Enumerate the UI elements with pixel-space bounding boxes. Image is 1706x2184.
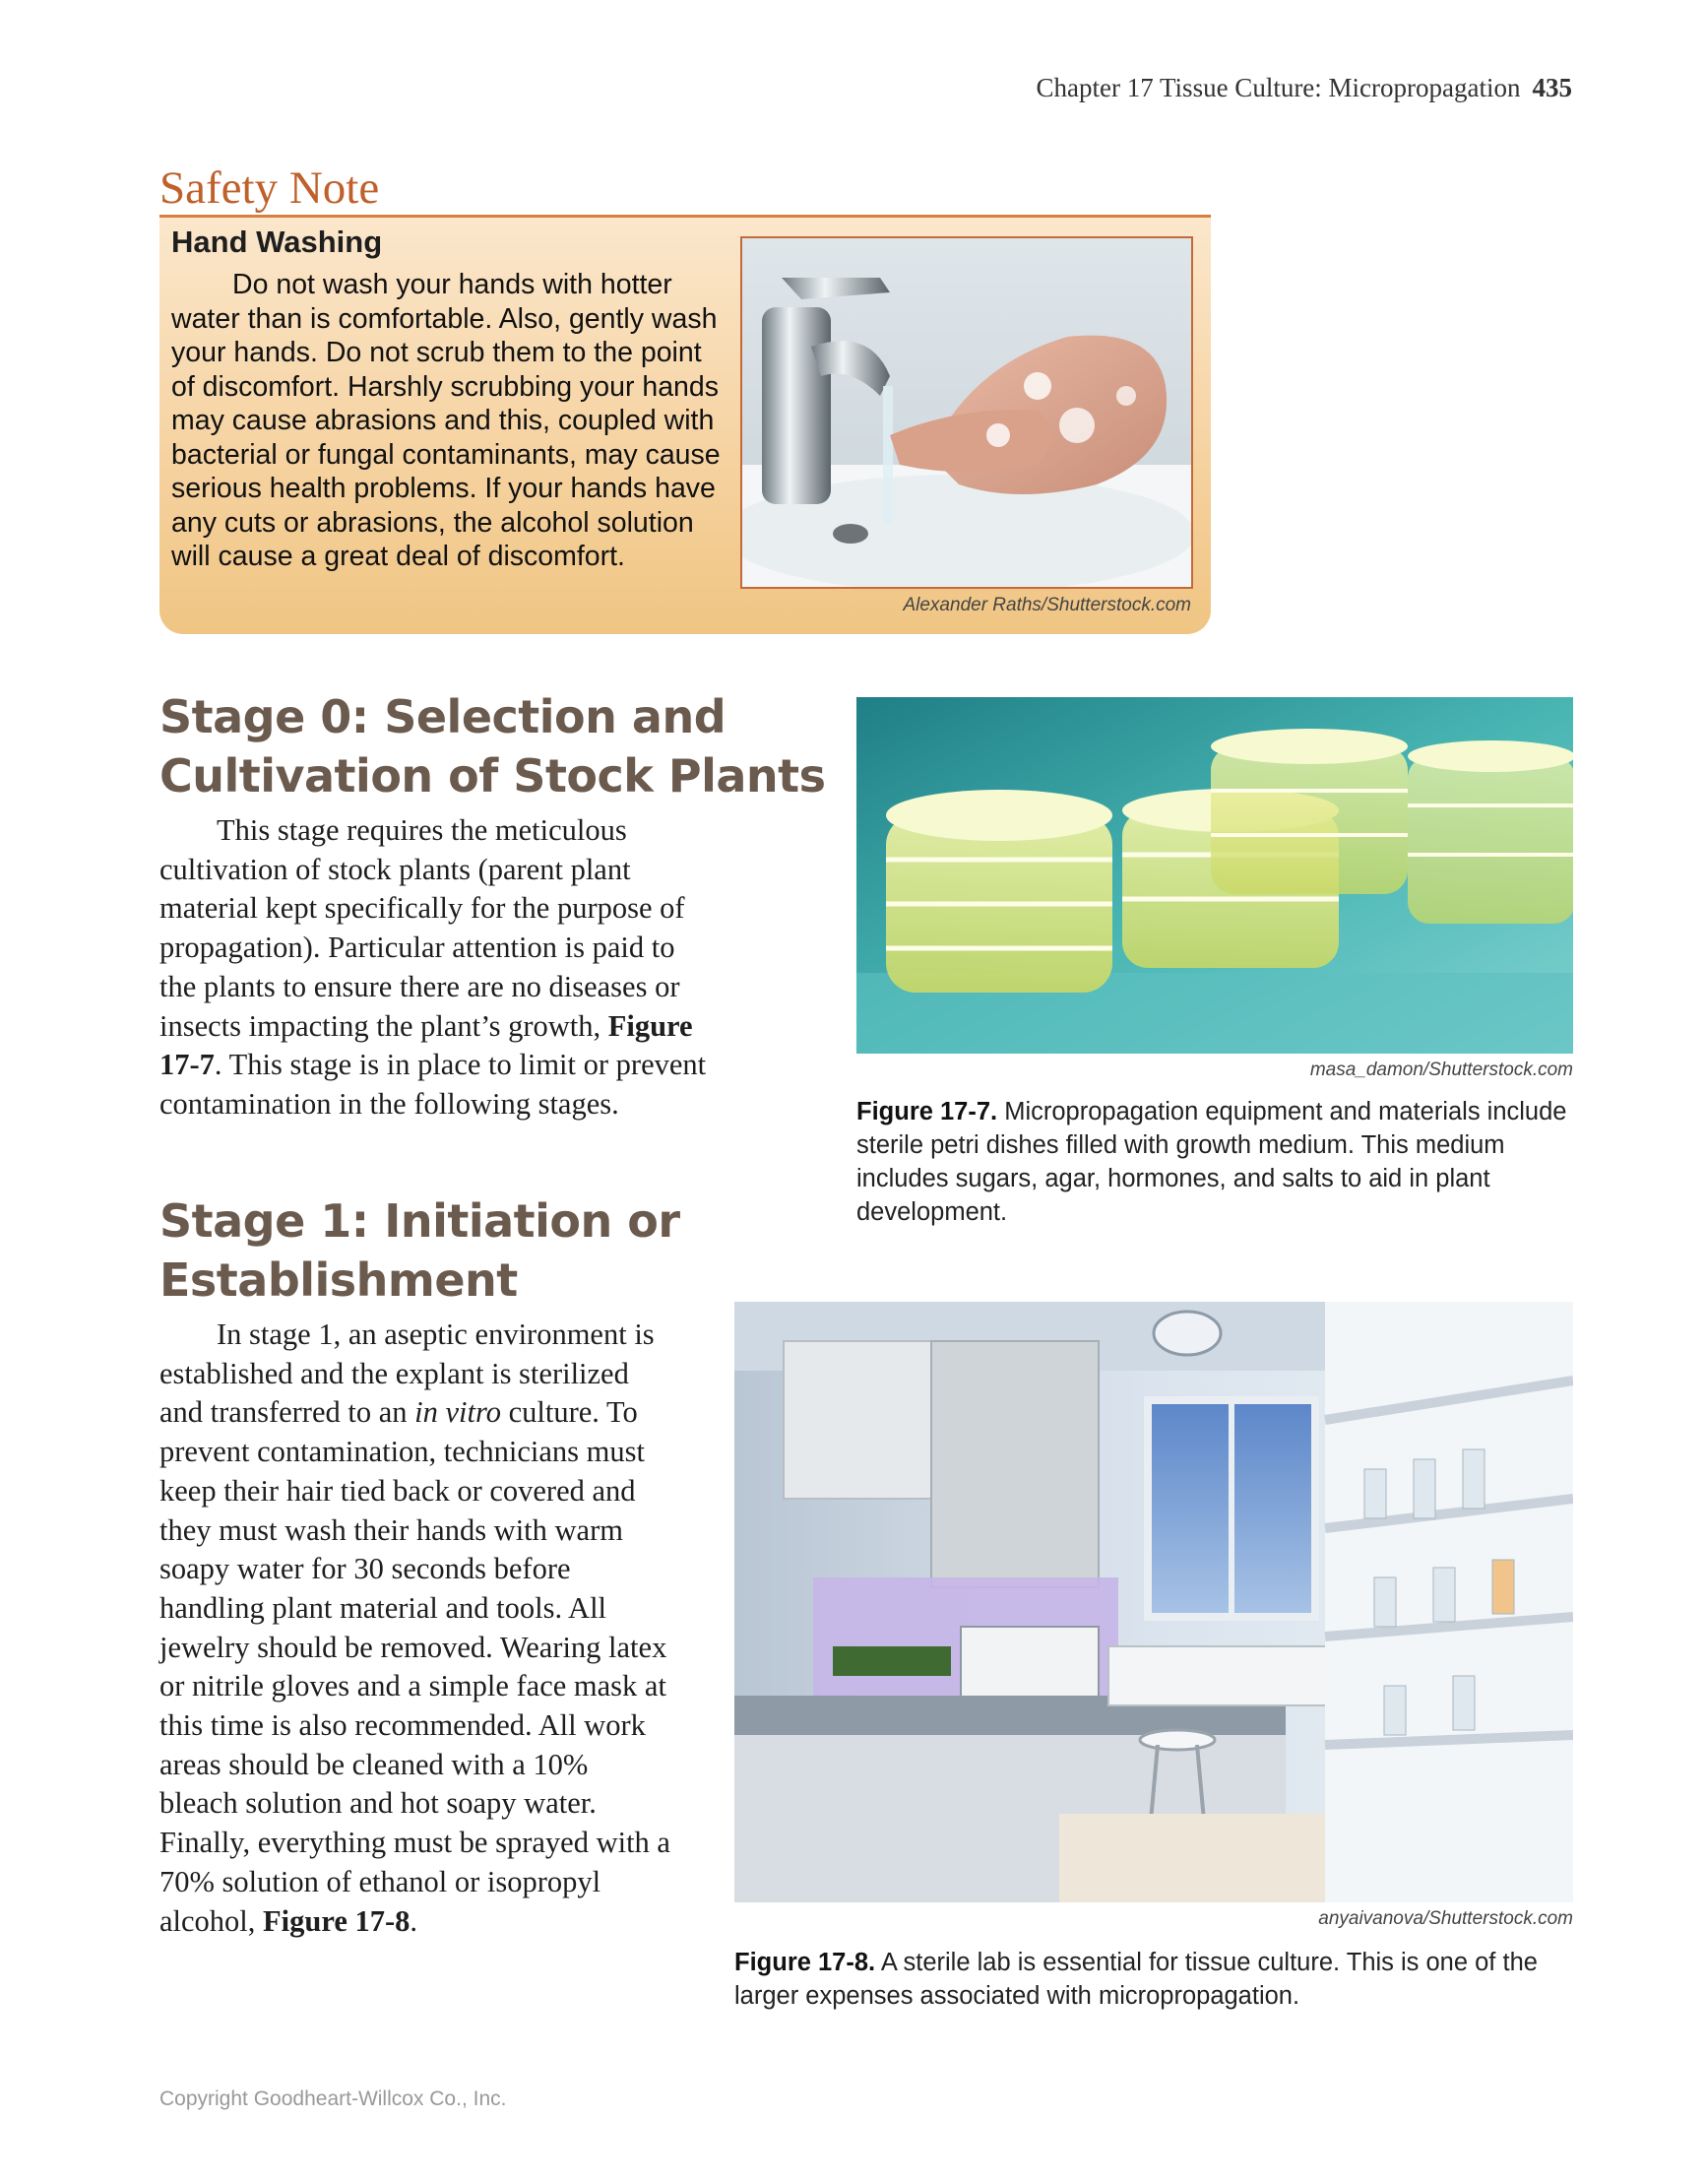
dish-stack-3 bbox=[1211, 729, 1408, 894]
safety-note-text bbox=[171, 268, 723, 574]
in-vitro-term: in vitro bbox=[414, 1395, 501, 1430]
sterile-lab-image bbox=[734, 1302, 1573, 1902]
figure-17-8-credit: anyaivanova/Shutterstock.com bbox=[1318, 1908, 1573, 1929]
stage1-text: In stage 1, an aseptic environment is established and the explant is sterilized and transferred to an bbox=[159, 1317, 655, 1430]
figure-17-8-reference: Figure 17-8 bbox=[263, 1903, 411, 1938]
figure-17-7-label: Figure 17-7. bbox=[856, 1098, 998, 1125]
stage0-body bbox=[159, 811, 717, 1124]
running-header bbox=[1037, 73, 1572, 103]
stage0-text: This stage requires the meticulous cultivation of stock plants (parent plant material kept specifically for the purpose of propagation). Particular attention is paid to the plants to ensure there are no diseases or insects impacting the plant’s growth, bbox=[159, 813, 685, 1043]
figure-17-7-credit: masa_damon/Shutterstock.com bbox=[1309, 1060, 1573, 1080]
figure-17-8-caption bbox=[734, 1946, 1581, 2013]
stage1-text-middle: culture. To prevent contamination, technicians must keep their hair tied back or covered and they must wash their hands with warm soapy water for 30 seconds before handling plant material and tools. All jewelry should be removed. Wearing latex or nitrile gloves and a simple face mask at this time is also recommended. All work areas should be cleaned with a 10% bleach solution and hot soapy water. Finally, everything must be sprayed with a 70% solution of ethanol or isopropyl alcohol, bbox=[159, 1395, 670, 1938]
petri-dishes-image bbox=[856, 697, 1573, 1054]
safety-photo-credit: Alexander Raths/Shutterstock.com bbox=[903, 595, 1191, 615]
safety-note-subtitle: Hand Washing bbox=[171, 225, 383, 259]
stage1-body bbox=[159, 1316, 671, 1941]
stage0-heading-line2: Cultivation of Stock Plants bbox=[159, 749, 826, 803]
safety-note-paragraph: Do not wash your hands with hotter water than is comfortable. Also, gently wash your hands. Do not scrub them to the point of discomfort. Harshly scrubbing your hands may cause abrasions and this, coupled with bacterial or fungal contaminants, may cause serious health problems. If your hands have any cuts or abrasions, the alcohol solution will cause a great deal of discomfort. bbox=[171, 269, 721, 572]
sterile-lab-photo bbox=[734, 1302, 1573, 1902]
stage1-text-end: . bbox=[410, 1903, 418, 1938]
page-number: 435 bbox=[1532, 73, 1572, 102]
figure-17-8-label: Figure 17-8. bbox=[734, 1949, 876, 1976]
lab-shelves bbox=[1325, 1302, 1573, 1902]
figure-17-7-reference: Figure 17-7 bbox=[159, 1008, 693, 1082]
figure-17-7-caption-text: Micropropagation equipment and materials include sterile petri dishes filled with growth medium. This medium includes sugars, agar, hormones, and salts to aid in plant development. bbox=[856, 1098, 1567, 1226]
figure-17-7-caption bbox=[856, 1095, 1575, 1229]
figure-17-8-caption-text: A sterile lab is essential for tissue culture. This is one of the larger expenses associated with micropropagation. bbox=[734, 1949, 1538, 2010]
stage1-heading bbox=[159, 1191, 680, 1310]
hand-washing-photo bbox=[740, 236, 1193, 589]
stage0-heading bbox=[159, 687, 826, 805]
petri-dishes-photo bbox=[856, 697, 1573, 1054]
chapter-title: Chapter 17 Tissue Culture: Micropropagation bbox=[1036, 73, 1521, 102]
hand-washing-image bbox=[742, 238, 1191, 587]
dish-stack-1 bbox=[886, 790, 1112, 993]
stage0-heading-line1: Stage 0: Selection and bbox=[159, 690, 727, 743]
stage1-heading-line1: Stage 1: Initiation or bbox=[159, 1194, 680, 1248]
stage0-text-end: . This stage is in place to limit or prevent contamination in the following stages. bbox=[159, 1048, 707, 1121]
copyright-footer: Copyright Goodheart-Willcox Co., Inc. bbox=[159, 2088, 507, 2110]
stage1-heading-line2: Establishment bbox=[159, 1253, 518, 1307]
dish-stack-4 bbox=[1408, 740, 1573, 924]
safety-note-title: Safety Note bbox=[159, 162, 380, 214]
